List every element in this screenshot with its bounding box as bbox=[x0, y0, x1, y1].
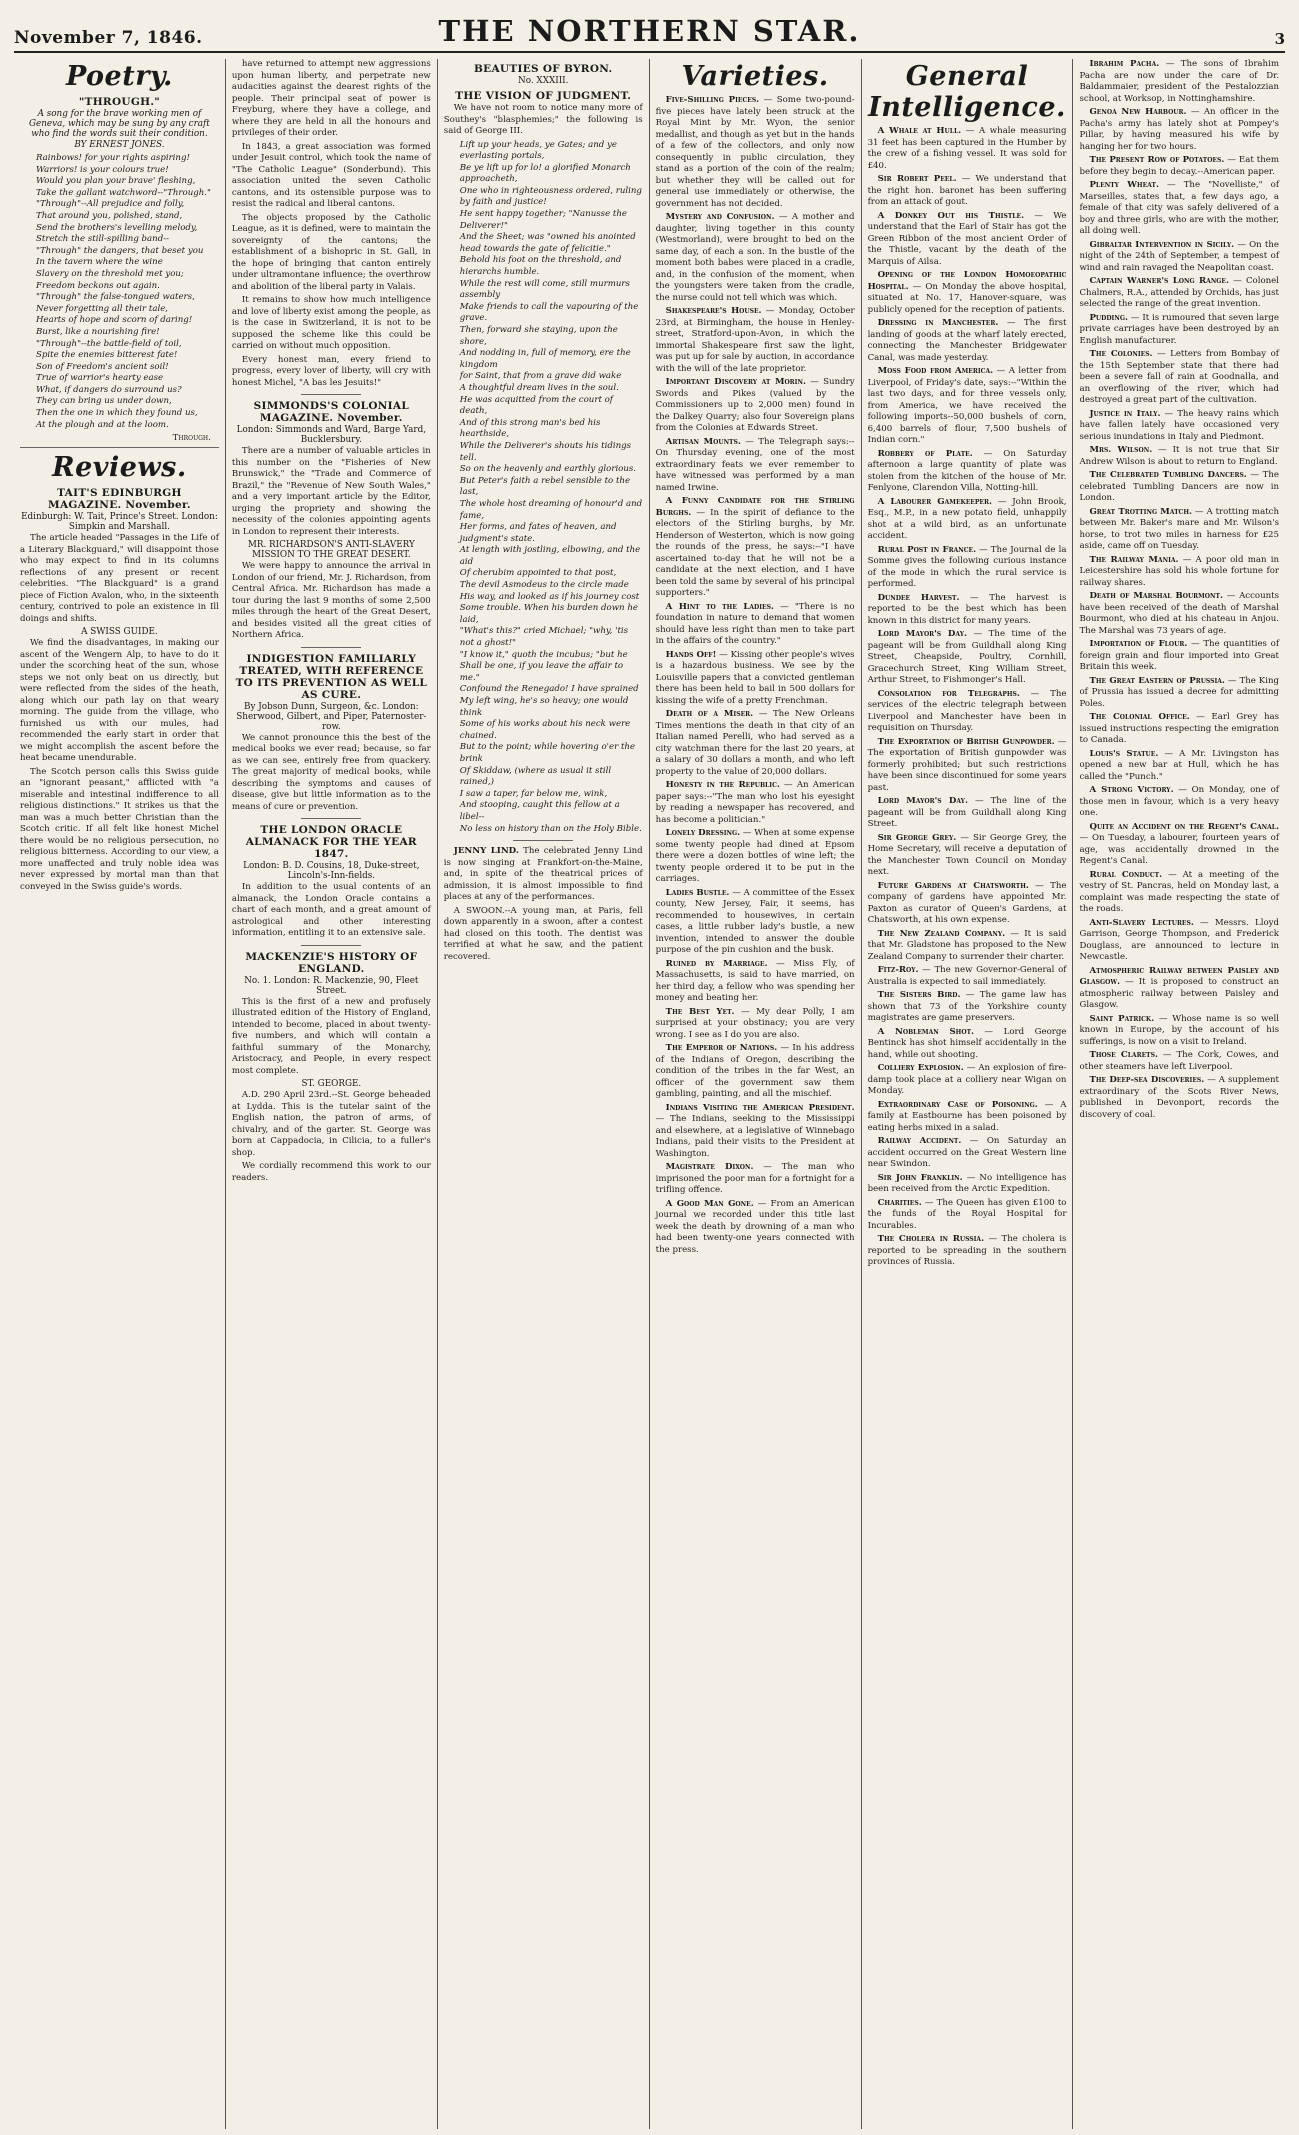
news-item: The Great Eastern of Prussia. — The King of Prussia has issued a decree for admitting Poles. bbox=[1079, 675, 1279, 709]
intelligence-list-continued bbox=[1079, 59, 1279, 1121]
news-item: Death of Marshal Bourmont. — Accounts have been received of the death of Marshal Bourmont, who died at his chateau in Anjou. The Marshal was 73 years of age. bbox=[1079, 591, 1280, 636]
news-item-text: The Journal de la Somme gives the following curious instance of the mode in which the rural service is performed. bbox=[867, 544, 1067, 589]
news-item-text: The harvest is reported to be the best which has been known in this district for many years. bbox=[867, 592, 1067, 626]
news-item: The Emperor of Nations. — In his address of the Indians of Oregon, describing the condition of the tribes in the far West, an officer of the government saw them gambling, painting, and all the mischief. bbox=[655, 1043, 855, 1099]
news-item-text: From an American journal we recorded under this title last week the death by drowning of a man who had been twenty-one years connected with the press. bbox=[655, 1198, 855, 1255]
divider bbox=[301, 818, 361, 819]
article-text: This is the first of a new and profusely illustrated edition of the History of England, intended to become, placed in about twenty-five numbers, and which will contain a faithful summary of the Monarchy, Aristocracy, and People, in every respect most complete. bbox=[231, 996, 431, 1076]
news-item-title: A Donkey Out his Thistle. bbox=[877, 210, 1025, 221]
news-item-text: A Mr. Livingston has opened a new bar at Hull, which he has called the "Punch." bbox=[1079, 748, 1279, 782]
news-item: Five-Shilling Pieces. — Some two-pound-five pieces have lately been struck at the Royal Mint by Mr. Wyon, the senior medallist, and though as yet but in the hands of a few of the collectors, and only now consequently in public circulation, they stand as a portion of the coin of the realm; but whether they will be called out for general use immediately or otherwise, the government has not decided. bbox=[655, 95, 855, 209]
feature-subtitle: THE VISION OF JUDGMENT. bbox=[455, 90, 632, 102]
news-item-title: Colliery Explosion. bbox=[877, 1063, 964, 1073]
news-item-title: Lord Mayor's Day. bbox=[877, 629, 968, 639]
news-item: Rural Conduct. — At a meeting of the vestry of St. Pancras, held on Monday last, a complaint was made respecting the state of the roads. bbox=[1079, 869, 1280, 914]
news-item-title: The Railway Mania. bbox=[1089, 554, 1179, 565]
news-item: Artisan Mounts. — The Telegraph says:--On Thursday evening, one of the most extraordinary feats we ever remember to have witnessed was performed by a man named Irwine. bbox=[655, 436, 855, 493]
news-item-title: Shakespeare's House. bbox=[665, 306, 762, 316]
news-item-title: Fitz-Roy. bbox=[877, 965, 919, 975]
divider bbox=[301, 647, 361, 648]
poem-title: "THROUGH." bbox=[78, 96, 161, 108]
news-item: Ruined by Marriage. — Miss Fly, of Massachusetts, is said to have married, on her third day, a fellow who was spending her money and beating her. bbox=[655, 958, 855, 1003]
news-item: A Hint to the Ladies. — "There is no foundation in nature to demand that women should have less right than men to take part in the affairs of the country." bbox=[655, 601, 855, 646]
news-item: Rural Post in France. — The Journal de la Somme gives the following curious instance of the mode in which the rural service is performed. bbox=[867, 544, 1067, 589]
news-item: Extraordinary Case of Poisoning. — A family at Eastbourne has been poisoned by eating herbs mixed in a salad. bbox=[867, 1099, 1067, 1133]
news-item-text: Eat them before they begin to decay.--American paper. bbox=[1079, 155, 1279, 177]
news-item: Quite an Accident on the Regent's Canal. — On Tuesday, a labourer, fourteen years of age, was accidentally drowned in the Regent's Canal. bbox=[1079, 821, 1279, 866]
news-item-text: When at some expense some twenty people had dined at Epsom there were a dozen bottles of wine left; the twenty people ordered it to be put in the carriages. bbox=[655, 828, 855, 884]
news-item-text: At a meeting of the vestry of St. Pancras, held on Monday last, a complaint was made respecting the state of the roads. bbox=[1079, 869, 1280, 914]
news-item-title: The Deep-sea Discoveries. bbox=[1089, 1075, 1205, 1085]
news-item: A Nobleman Shot. — Lord George Bentinck has shot himself accidentally in the hand, while out shooting. bbox=[867, 1026, 1067, 1060]
news-item-title: Atmospheric Railway between Paisley and Glasgow. bbox=[1079, 965, 1279, 987]
news-item-title: The Exportation of British Gunpowder. bbox=[877, 736, 1055, 747]
news-item-text: The quantities of foreign grain and flour imported into Great Britain this week. bbox=[1079, 639, 1279, 672]
news-item-title: The Celebrated Tumbling Dancers. bbox=[1089, 470, 1247, 480]
news-item: The Present Row of Potatoes. — Eat them before they begin to decay.--American paper. bbox=[1079, 155, 1279, 177]
columns bbox=[14, 59, 1285, 2129]
news-item: Robbery of Plate. — On Saturday afternoon a large quantity of plate was stolen from the kitchen of the house of Mr. Fenlyone, Clarendon Villa, Notting-hill. bbox=[867, 448, 1067, 493]
news-item: Ladies Bustle. — A committee of the Essex county, New Jersey, Fair, it seems, has recommended to housewives, in certain cases, a little rubber lady's bustle, a new invention, intended to answer the double purpose of the pin cushion and the busk. bbox=[655, 887, 855, 955]
news-item-text: The cholera is reported to be spreading in the southern provinces of Russia. bbox=[867, 1234, 1067, 1267]
news-item bbox=[444, 846, 643, 904]
news-item: Honesty in the Republic. — An American paper says:--"The man who lost his eyesight by reading a newspaper has recovered, and has become a politician." bbox=[655, 780, 855, 825]
news-item: Lord Mayor's Day. — The line of the pageant will be from Guildhall along King Street. bbox=[867, 796, 1067, 829]
news-item-title: Future Gardens at Chatsworth. bbox=[877, 880, 1029, 891]
news-item: Sir John Franklin. — No intelligence has been received from the Arctic Expedition. bbox=[867, 1172, 1067, 1194]
news-item: Future Gardens at Chatsworth. — The company of gardens have appointed Mr. Paxton as curator of Queen's Gardens, at Chatsworth, at his own expense. bbox=[867, 880, 1067, 925]
article-text: In 1843, a great association was formed under Jesuit control, which took the name of "The Catholic League" (Sonderbund). This association united the seven Catholic cantons, and its ostensible purpose was to resist the radical and liberal cantons. bbox=[231, 141, 431, 209]
news-item: Mystery and Confusion. — A mother and daughter, living together in this county (Westmorland), were brought to bed on the same day, of each a son. In the bustle of the moment both babes were placed in a cradle, and, in the confusion of the moment, when the youngsters were taken from the cradle, the nurse could not tell which was which. bbox=[655, 212, 855, 303]
news-item: Opening of the London Homoeopathic Hospital. — On Monday the above hospital, situated at No. 17, Hanover-square, was publicly opened for the reception of patients. bbox=[867, 270, 1067, 315]
poem-signoff: Through. bbox=[172, 433, 211, 444]
article-text: In addition to the usual contents of an almanack, the London Oracle contains a chart of each month, and a great amount of astrological and other interesting information, entitling it to an extensive sale. bbox=[231, 882, 431, 938]
news-item-text: The company of gardens have appointed Mr. Paxton as curator of Queen's Gardens, at Chatsworth, at his own expense. bbox=[867, 880, 1067, 925]
article-text: We have not room to notice many more of Southey's "blasphemies;" the following is said of George III. bbox=[443, 103, 643, 136]
column-2 bbox=[226, 59, 438, 2129]
news-item: Charities. — The Queen has given £100 to the funds of the Royal Hospital for Incurables. bbox=[867, 1197, 1067, 1231]
news-item-text: Colonel Chalmers, R.A., attended by Orchids, has just selected the range of the great invention. bbox=[1079, 276, 1279, 309]
news-item-text: It is said that Mr. Gladstone has proposed to the New Zealand Company to surrender their charter. bbox=[867, 928, 1067, 962]
news-item-text: A letter from Liverpool, of Friday's date, says:--"Within the last two days, and for three vessels only, from America, we have received the following imports--50,000 bushels of corn, 6,400 barrels of flour, 7,500 bushels of Indian corn." bbox=[867, 366, 1067, 445]
feature-number: No. XXXIII. bbox=[518, 76, 569, 86]
news-item-title: JENNY LIND. bbox=[453, 846, 519, 857]
divider bbox=[301, 394, 361, 395]
news-item-text: Letters from Bombay of the 15th September state that there had been a severe fall of rain at Goodnalla, and an overflowing of the river, which had destroyed a great part of the cultivation. bbox=[1079, 349, 1279, 405]
news-item-text: "There is no foundation in nature to demand that women should have less right than men to take part in the affairs of the country." bbox=[655, 601, 855, 646]
news-item: Indians Visiting the American President. — The Indians, seeking to the Mississippi and elsewhere, at a legislative of Winnebago Indians, paid their visits to the President at Washington. bbox=[655, 1102, 855, 1159]
news-item-title: The Present Row of Potatoes. bbox=[1089, 155, 1225, 165]
article-text: We were happy to announce the arrival in London of our friend, Mr. J. Richardson, from Central Africa. Mr. Richardson has made a tour during the last 9 months of some 2,500 miles through the heart of the Great Desert, and besides visited all the great cities of Northern Africa. bbox=[231, 561, 431, 640]
article-text: A.D. 290 April 23rd.--St. George beheaded at Lydda. This is the tutelar saint of the English nation, the patron of arms, of chivalry, and of the garter. St. George was born at Cappadocia, in Cilicia, to a fuller's shop. bbox=[231, 1090, 431, 1158]
column-4 bbox=[650, 59, 862, 2129]
news-item: Justice in Italy. — The heavy rains which have fallen lately have occasioned very serious inundations in Italy and Piedmont. bbox=[1079, 408, 1280, 442]
news-item: Ibrahim Pacha. — The sons of Ibrahim Pacha are now under the care of Dr. Baldammaier, president of the Pestalozzian school, at Worksop, in Nottinghamshire. bbox=[1079, 59, 1279, 104]
news-item-text: The Indians, seeking to the Mississippi and elsewhere, at a legislative of Winnebago Indians, paid their visits to the President at Washington. bbox=[655, 1114, 855, 1159]
news-item-text: The sons of Ibrahim Pacha are now under the care of Dr. Baldammaier, president of the Pestalozzian school, at Worksop, in Nottinghamshire. bbox=[1079, 59, 1279, 104]
news-item-text: The line of the pageant will be from Guildhall along King Street. bbox=[867, 796, 1067, 829]
news-item-text: On Monday, one of those men in favour, which is a very heavy one. bbox=[1079, 785, 1279, 818]
article-text: A SWOON.--A young man, at Paris, fell down apparently in a swoon, after a contest had closed on this tooth. The dentist was terrified at what he saw, and the patient recovered. bbox=[443, 905, 643, 962]
news-item: The Exportation of British Gunpowder. — The exportation of British gunpowder was formerly prohibited; but such restrictions have been since discontinued for some years past. bbox=[867, 736, 1067, 793]
masthead bbox=[14, 10, 1285, 53]
news-item-text: Kissing other people's wives is a hazardous business. We see by the Louisville papers that a convicted gentleman there has been held to bail in 500 dollars for kissing the wife of a pretty Frenchman. bbox=[655, 649, 855, 706]
news-item: The Cholera in Russia. — The cholera is reported to be spreading in the southern provinces of Russia. bbox=[867, 1234, 1067, 1267]
review-title: THE LONDON ORACLE ALMANACK FOR THE YEAR 1847. bbox=[245, 824, 417, 860]
news-item: Genoa New Harbour. — An officer in the Pacha's army has lately shot at Pompey's Pillar, by having measured his wife by hanging her for two hours. bbox=[1079, 107, 1280, 152]
news-item-title: Dundee Harvest. bbox=[877, 592, 960, 603]
review-title: SIMMONDS'S COLONIAL MAGAZINE. November. bbox=[253, 400, 410, 424]
news-item-title: Sir George Grey. bbox=[877, 832, 957, 843]
news-item-text: Sundry Swords and Pikes (valued by the Commissioners up to 2,000 men) found in the Dalkey Quarry; also four Sovereign plans from the Colonies at Edwards Street. bbox=[655, 377, 855, 433]
news-item: Atmospheric Railway between Paisley and Glasgow. — It is proposed to construct an atmospheric railway between Paisley and Glasgow. bbox=[1079, 965, 1279, 1010]
article-text: have returned to attempt new aggressions upon human liberty, and perpetrate new audacities against the dearest rights of the people. Their principal seat of power is Freyburg, where they have a college, and where they are held in all the honours and privileges of their order. bbox=[231, 59, 431, 138]
news-item: The Celebrated Tumbling Dancers. — The celebrated Tumbling Dancers are now in London. bbox=[1079, 470, 1279, 503]
news-item-title: Artisan Mounts. bbox=[665, 436, 741, 447]
news-item-text: Miss Fly, of Massachusetts, is said to have married, on her third day, a fellow who was spending her money and beating her. bbox=[655, 958, 855, 1003]
news-item-title: Important Discovery at Morin. bbox=[665, 377, 806, 387]
news-item: Anti-Slavery Lectures. — Messrs. Lloyd Garrison, George Thompson, and Frederick Douglass, are announced to lecture in Newcastle. bbox=[1079, 917, 1279, 962]
news-item-title: Sir John Franklin. bbox=[877, 1172, 963, 1183]
news-item-title: The Emperor of Nations. bbox=[665, 1043, 778, 1053]
article-text: We cordially recommend this work to our readers. bbox=[231, 1161, 431, 1183]
news-item-title: Charities. bbox=[877, 1197, 922, 1208]
news-item-title: Louis's Statue. bbox=[1089, 748, 1159, 759]
news-item-title: A Nobleman Shot. bbox=[877, 1026, 975, 1037]
news-item-text: The Telegraph says:--On Thursday evening, one of the most extraordinary feats we ever remember to have witnessed was performed by a man named Irwine. bbox=[655, 436, 855, 493]
news-item-title: The Colonial Office. bbox=[1089, 712, 1190, 722]
news-item-title: A Whale at Hull. bbox=[877, 126, 962, 136]
article-subhead: ST. GEORGE. bbox=[301, 1079, 362, 1089]
news-item-text: A supplement extraordinary of the Scots River News, published in Devonport, records the discovery of coal. bbox=[1079, 1075, 1279, 1120]
article-text: It remains to show how much intelligence and love of liberty exist among the people, as is the case in Switzerland, it is not to be supposed the scheme like this could be carried on without much opposition. bbox=[231, 295, 431, 351]
news-item-title: Magistrate Dixon. bbox=[665, 1162, 754, 1172]
news-item: A Good Man Gone. — From an American journal we recorded under this title last week the death by drowning of a man who had been twenty-one years connected with the press. bbox=[655, 1198, 855, 1255]
article-text: The objects proposed by the Catholic League, as it is defined, were to maintain the sovereignty of the cantons; the establishment of a bishopric in St. Gall, in the hope of bringing that canton entirely under ultramontane influence; the overthrow and abolition of the liberal party in Valais. bbox=[231, 212, 431, 292]
news-item-text: Messrs. Lloyd Garrison, George Thompson, and Frederick Douglass, are announced to lecture in Newcastle. bbox=[1079, 917, 1279, 962]
news-item-text: Earl Grey has issued instructions respecting the emigration to Canada. bbox=[1079, 712, 1280, 745]
news-item: Dressing in Manchester. — The first landing of goods at the wharf lately erected, connecting the Manchester Bridgewater Canal, was made yesterday. bbox=[867, 318, 1067, 363]
section-heading-poetry: Poetry. bbox=[65, 61, 173, 92]
article-text: We cannot pronounce this the best of the medical books we ever read; because, so far as we can see, entirely free from quackery. The great majority of medical books, while describing the symptoms and causes of disease, give but little information as to the means of cure or prevention. bbox=[231, 732, 431, 812]
news-item-text: It is not true that Sir Andrew Wilson is about to return to England. bbox=[1079, 445, 1279, 467]
news-item: Great Trotting Match. — A trotting match between Mr. Baker's mare and Mr. Wilson's horse, to trot two miles in harness for £25 aside, came off on Tuesday. bbox=[1079, 506, 1280, 551]
news-item-title: Death of a Miser. bbox=[665, 709, 754, 719]
review-title: INDIGESTION FAMILIARLY TREATED, WITH REFERENCE TO ITS PREVENTION AS WELL AS CURE. bbox=[235, 652, 428, 701]
news-item-text: The heavy rains which have fallen lately have occasioned very serious inundations in Italy and Piedmont. bbox=[1079, 408, 1280, 442]
news-item-text: The "Novelliste," of Marseilles, states that, a few days ago, a female of that city was safely delivered of a boy and three girls, who are with the mother, all doing well. bbox=[1079, 180, 1279, 236]
article-text: Every honest man, every friend to progress, every lover of liberty, will cry with honest Michel, "A bas les Jesuits!" bbox=[231, 354, 431, 388]
news-item: A Strong Victory. — On Monday, one of those men in favour, which is a very heavy one. bbox=[1079, 785, 1279, 818]
news-item: Shakespeare's House. — Monday, October 23rd, at Birmingham, the house in Henley-street, Stratford-upon-Avon, in which the immortal Shakespeare first saw the light, was put up for sale by auction, in accordance with the will of the late proprietor. bbox=[655, 306, 855, 374]
review-title: TAIT'S EDINBURGH MAGAZINE. November. bbox=[48, 487, 191, 512]
news-item-title: Extraordinary Case of Poisoning. bbox=[877, 1099, 1038, 1110]
news-item-title: Rural Post in France. bbox=[877, 544, 977, 555]
news-item-text: On Saturday afternoon a large quantity of plate was stolen from the kitchen of the house of Mr. Fenlyone, Clarendon Villa, Notting-hill. bbox=[867, 448, 1067, 493]
news-item-title: A Strong Victory. bbox=[1089, 785, 1174, 795]
feature-title: BEAUTIES OF BYRON. bbox=[474, 63, 613, 75]
news-item-title: Dressing in Manchester. bbox=[877, 318, 999, 328]
news-item: The New Zealand Company. — It is said that Mr. Gladstone has proposed to the New Zealand Company to surrender their charter. bbox=[867, 928, 1067, 962]
varieties-list bbox=[656, 95, 855, 1256]
verse-text: Lift up your heads, ye Gates; and ye everlasting portals, Be ye lift up for lo! a glorified Monarch approacheth, One who in righteousness ordered, ruling by faith and justice! He sent happy together; "Nanusse the Deliverer!" And the Sheet; was "owned his anointed head towards the gate of felicitie." Behold his foot on the threshold, and hierarchs humble. While the rest will come, still murmurs assembly Make friends to call the vapouring of the grave. Then, forward she staying, upon the shore, And nodding in, full of memory, ere the kingdom for Saint, that from a grave did wake A thoughtful dream lives in the soul. He was acquitted from the court of death, And of this strong man's bed his hearthside, While the Deliverer's shouts his tidings tell. So on the heavenly and earthly glorious. But Peter's faith a rebel sensible to the last, The whole host dreaming of honour'd and fame, Her forms, and fates of heaven, and judgment's state. At length with jostling, elbowing, and the aid Of cherubim appointed to that post, The devil Asmodeus to the circle made His way, and looked as if his journey cost Some trouble. When his burden down he laid, "What's this?" cried Michael; "why, 'tis not a ghost!" "I know it," quoth the incubus; "but he Shall be one, if you leave the affair to me." Confound the Renegado! I have sprained My left wing, he's so heavy; one would think Some of his works about his neck were chained. But to the point; while hovering o'er the brink Of Skiddaw, (where as usual it still rained,) I saw a taper, far below me, wink, And stooping, caught this fellow at a libel-- No less on history than on the Holy Bible. bbox=[459, 139, 643, 834]
news-item-text: An officer in the Pacha's army has lately shot at Pompey's Pillar, by having measured his wife by hanging her for two hours. bbox=[1079, 107, 1280, 152]
news-item: Lord Mayor's Day. — The time of the pageant will be from Guildhall along King Street, Cheapside, Poultry, Cornhill, Gracechurch Street, King William Street, Arthur Street, to Fishmonger's Hall. bbox=[867, 629, 1067, 685]
news-item: A Labourer Gamekeeper. — John Brook, Esq., M.P., in a new potato field, unhappily shot at a wild bird, as an unfortunate accident. bbox=[867, 496, 1067, 541]
news-item-text: Whose name is so well known in Europe, by the account of his sufferings, is now on a visit to Ireland. bbox=[1079, 1013, 1280, 1047]
review-publisher: Edinburgh: W. Tait, Prince's Street. London: Simpkin and Marshall. bbox=[21, 512, 218, 533]
news-item-text: Lord George Bentinck has shot himself accidentally in the hand, while out shooting. bbox=[867, 1026, 1067, 1060]
review-publisher: By Jobson Dunn, Surgeon, &c. London: Sherwood, Gilbert, and Piper, Paternoster-row. bbox=[236, 701, 427, 732]
news-item-text: A family at Eastbourne has been poisoned by eating herbs mixed in a salad. bbox=[867, 1099, 1067, 1133]
news-item-title: Genoa New Harbour. bbox=[1089, 107, 1187, 117]
news-item: The Colonies. — Letters from Bombay of the 15th September state that there had been a severe fall of rain at Goodnalla, and an overflowing of the river, which had destroyed a great part of the cultivation. bbox=[1079, 349, 1279, 405]
news-item-title: Lonely Dressing. bbox=[665, 828, 741, 838]
news-item: Importation of Flour. — The quantities of foreign grain and flour imported into Great Britain this week. bbox=[1079, 639, 1279, 672]
news-item-title: The Sisters Bird. bbox=[877, 990, 961, 1000]
news-item-title: Plenty Wheat. bbox=[1089, 180, 1159, 190]
poem-intro: A song for the brave working men of Geneva, which may be sung by any craft who find the words suit their condition. bbox=[29, 109, 210, 139]
news-item: Gibraltar Intervention in Sicily. — On the night of the 24th of September, a tempest of wind and rain ravaged the Neapolitan coast. bbox=[1079, 239, 1279, 273]
news-item: Lonely Dressing. — When at some expense some twenty people had dined at Epsom there were a dozen bottles of wine left; the twenty people ordered it to be put in the carriages. bbox=[655, 828, 855, 884]
newspaper-title: THE NORTHERN STAR. bbox=[438, 14, 861, 48]
news-item-text: John Brook, Esq., M.P., in a new potato field, unhappily shot at a wild bird, as an unfortunate accident. bbox=[867, 496, 1067, 541]
news-item-text: The game law has shown that 73 of the Yorkshire county magistrates are game preservers. bbox=[867, 990, 1067, 1023]
news-item: Death of a Miser. — The New Orleans Times mentions the death in that city of an Italian named Perelli, who had served as a city watchman there for the last 20 years, at a salary of 30 dollars a month, and who left property to the value of 20,000 dollars. bbox=[655, 709, 855, 777]
news-item-text: The exportation of British gunpowder was formerly prohibited; but such restrictions have been since discontinued for some years past. bbox=[867, 748, 1067, 793]
news-item-title: Ruined by Marriage. bbox=[665, 958, 768, 969]
news-item-title: Those Clarets. bbox=[1089, 1050, 1158, 1060]
news-item-title: Mrs. Wilson. bbox=[1089, 445, 1153, 455]
divider bbox=[513, 840, 573, 841]
news-item-text: My dear Polly, I am surprised at your obstinacy; you are very wrong. I see as I do you are also. bbox=[655, 1006, 855, 1040]
issue-date: November 7, 1846. bbox=[14, 28, 203, 48]
news-item: Louis's Statue. — A Mr. Livingston has opened a new bar at Hull, which he has called the "Punch." bbox=[1079, 748, 1279, 782]
news-item: Consolation for Telegraphs. — The services of the electric telegraph between Liverpool and Manchester have been in requisition on Thursday. bbox=[867, 688, 1067, 733]
news-item-title: The Best Yet. bbox=[665, 1006, 735, 1017]
news-item-text: On Saturday an accident occurred on the Great Western line near Swindon. bbox=[867, 1136, 1067, 1169]
news-item-text: The King of Prussia has issued a decree for admitting Poles. bbox=[1079, 675, 1279, 709]
news-item: Hands Off! — Kissing other people's wives is a hazardous business. We see by the Louisville papers that a convicted gentleman there has been held to bail in 500 dollars for kissing the wife of a pretty Frenchman. bbox=[655, 649, 855, 706]
news-item-text: On Monday the above hospital, situated at No. 17, Hanover-square, was publicly opened for the reception of patients. bbox=[867, 281, 1067, 315]
news-item: The Deep-sea Discoveries. — A supplement extraordinary of the Scots River News, published in Devonport, records the discovery of coal. bbox=[1079, 1075, 1279, 1120]
column-6 bbox=[1073, 59, 1285, 2129]
news-item-title: Captain Warner's Long Range. bbox=[1089, 276, 1229, 286]
news-item-text: The celebrated Jenny Lind is now singing at Frankfort-on-the-Maine, and, in spite of the theatrical prices of admission, it is almost impossible to find places at any of the performances. bbox=[443, 846, 643, 903]
news-item-title: The Great Eastern of Prussia. bbox=[1089, 675, 1225, 686]
news-item: Those Clarets. — The Cork, Cowes, and other steamers have left Liverpool. bbox=[1079, 1050, 1279, 1072]
news-item: Sir George Grey. — Sir George Grey, the Home Secretary, will receive a deputation of the Manchester Town Council on Monday next. bbox=[867, 832, 1067, 877]
intelligence-list bbox=[868, 126, 1067, 1269]
news-item-text: We understand that the right hon. baronet has been suffering from an attack of gout. bbox=[867, 174, 1067, 207]
news-item-title: Justice in Italy. bbox=[1089, 408, 1161, 419]
news-item-text: A trotting match between Mr. Baker's mare and Mr. Wilson's horse, to trot two miles in harness for £25 aside, came off on Tuesday. bbox=[1079, 506, 1280, 551]
news-item-title: Gibraltar Intervention in Sicily. bbox=[1089, 239, 1235, 250]
review-publisher: London: Simmonds and Ward, Barge Yard, Bucklersbury. bbox=[236, 425, 427, 445]
article-subhead: MR. RICHARDSON'S ANTI-SLAVERY MISSION TO THE GREAT DESERT. bbox=[247, 540, 415, 560]
news-item-title: A Funny Candidate for the Stirling Burghs. bbox=[655, 496, 855, 518]
article-text: We find the disadvantages, in making our ascent of the Wengern Alp, to have to do it under the scorching heat of the sun, whose steps we not only beat on us directly, but were reflected from the sides of the heath, along which our path lay on that weary morning. The guide from the village, who furnished us with our mules, had recommended the early start in order that we might accomplish the ascent before the heat became unendurable. bbox=[20, 638, 219, 764]
news-item: Important Discovery at Morin. — Sundry Swords and Pikes (valued by the Commissioners up to 2,000 men) found in the Dalkey Quarry; also four Sovereign plans from the Colonies at Edwards Street. bbox=[655, 377, 855, 433]
news-item-text: In the spirit of defiance to the electors of the Stirling burghs, by Mr. Henderson of Westerton, which is now going the rounds of the press, he says:--"I have ascertained to-day that he will not be a candidate at the next election, and I have been told the same by several of his principal supporters." bbox=[655, 507, 855, 598]
news-item: The Best Yet. — My dear Polly, I am surprised at your obstinacy; you are very wrong. I see as I do you are also. bbox=[655, 1006, 855, 1040]
news-item: Mrs. Wilson. — It is not true that Sir Andrew Wilson is about to return to England. bbox=[1079, 445, 1279, 467]
news-item-title: Moss Food from America. bbox=[877, 366, 994, 376]
news-item-text: On the night of the 24th of September, a tempest of wind and rain ravaged the Neapolitan coast. bbox=[1079, 239, 1279, 273]
news-item-title: A Labourer Gamekeeper. bbox=[877, 496, 992, 507]
news-item: Sir Robert Peel. — We understand that the right hon. baronet has been suffering from an attack of gout. bbox=[867, 174, 1067, 207]
news-item: Magistrate Dixon. — The man who imprisoned the poor man for a fortnight for a trifling offence. bbox=[655, 1162, 855, 1195]
news-item-text: We understand that the Earl of Stair has got the Green Ribbon of the most ancient Order of the Thistle, vacant by the death of the Marquis of Ailsa. bbox=[867, 210, 1067, 267]
news-item: Colliery Explosion. — An explosion of fire-damp took place at a colliery near Wigan on Monday. bbox=[867, 1063, 1067, 1096]
news-item-title: Robbery of Plate. bbox=[877, 448, 973, 459]
poem-author: BY ERNEST JONES. bbox=[74, 140, 165, 150]
news-item: Railway Accident. — On Saturday an accident occurred on the Great Western line near Swindon. bbox=[867, 1136, 1067, 1169]
news-item-title: A Hint to the Ladies. bbox=[665, 601, 774, 612]
news-item: Fitz-Roy. — The new Governor-General of Australia is expected to sail immediately. bbox=[867, 965, 1067, 987]
column-3 bbox=[438, 59, 650, 2129]
news-item-text: The first landing of goods at the wharf lately erected, connecting the Manchester Bridgewater Canal, was made yesterday. bbox=[867, 318, 1067, 363]
news-item-title: Pudding. bbox=[1089, 312, 1128, 323]
news-item: Dundee Harvest. — The harvest is reported to be the best which has been known in this district for many years. bbox=[867, 592, 1067, 626]
section-heading-reviews: Reviews. bbox=[52, 452, 187, 484]
news-item-title: Anti-Slavery Lectures. bbox=[1089, 917, 1194, 928]
news-item: Plenty Wheat. — The "Novelliste," of Marseilles, states that, a few days ago, a female of that city was safely delivered of a boy and three girls, who are with the mother, all doing well. bbox=[1079, 180, 1279, 236]
news-item: Saint Patrick. — Whose name is so well known in Europe, by the account of his sufferings, is now on a visit to Ireland. bbox=[1079, 1013, 1280, 1047]
news-item: The Railway Mania. — A poor old man in Leicestershire has sold his whole fortune for railway shares. bbox=[1079, 554, 1280, 588]
poem-text: Rainbows! for your rights aspiring! Warriors! is your colours true! Would you plan your brave' fleshing, Take the gallant watchword--"Through." "Through"--All prejudice and folly, That around you, polished, stand, Send the brothers's levelling melody, Stretch the still-spilling band-- "Through" the dangers, that beset you In the tavern where the wine Slavery on the threshold met you; Freedom beckons out again. "Through" the false-tongued waters, Never forgetting all their tale, Hearts of hope and scorn of daring! Burst, like a nourishing fire! "Through"--the battle-field of toil, Spite the enemies bitterest fate! Son of Freedom's ancient soil! True of warrior's hearty ease What, if dangers do surround us? They can bring us under down, Then the one in which they found us, At the plough and at the loom. bbox=[36, 153, 211, 430]
news-item-title: Quite an Accident on the Regent's Canal. bbox=[1089, 821, 1279, 832]
review-publisher: No. 1. London: R. Mackenzie, 90, Fleet Street. bbox=[244, 975, 419, 996]
article-subhead: A SWISS GUIDE. bbox=[81, 627, 158, 638]
news-item-title: Death of Marshal Bourmont. bbox=[1089, 591, 1223, 601]
news-item-title: The Colonies. bbox=[1089, 349, 1153, 359]
news-item-title: Ladies Bustle. bbox=[665, 887, 730, 898]
news-item-title: The New Zealand Company. bbox=[877, 928, 1006, 939]
news-item-text: A committee of the Essex county, New Jersey, Fair, it seems, has recommended to housewives, in certain cases, a little rubber lady's bustle, a new invention, intended to answer the double purpose of the pin cushion and the busk. bbox=[655, 887, 855, 955]
section-heading-general-intelligence: General Intelligence. bbox=[868, 61, 1066, 123]
news-item-title: Hands Off! bbox=[665, 649, 717, 660]
news-item-text: The celebrated Tumbling Dancers are now in London. bbox=[1079, 470, 1279, 503]
review-title: MACKENZIE'S HISTORY OF ENGLAND. bbox=[245, 950, 418, 975]
divider bbox=[301, 945, 361, 946]
column-5 bbox=[862, 59, 1074, 2129]
column-1 bbox=[14, 59, 226, 2129]
news-item: The Sisters Bird. — The game law has shown that 73 of the Yorkshire county magistrates are game preservers. bbox=[867, 990, 1067, 1023]
page-number: 3 bbox=[1274, 30, 1285, 48]
news-item-text: A poor old man in Leicestershire has sold his whole fortune for railway shares. bbox=[1079, 554, 1280, 588]
news-item-text: The Cork, Cowes, and other steamers have left Liverpool. bbox=[1079, 1050, 1279, 1072]
news-item-text: The New Orleans Times mentions the death in that city of an Italian named Perelli, who had served as a city watchman there for the last 20 years, at a salary of 30 dollars a month, and who left property to the value of 20,000 dollars. bbox=[655, 709, 855, 777]
news-item-text: Monday, October 23rd, at Birmingham, the house in Henley-street, Stratford-upon-Avon, in which the immortal Shakespeare first saw the light, was put up for sale by auction, in accordance with the will of the late proprietor. bbox=[655, 306, 855, 374]
news-item-title: Ibrahim Pacha. bbox=[1089, 59, 1160, 69]
news-item-text: An American paper says:--"The man who lost his eyesight by reading a newspaper has recovered, and has become a politician." bbox=[655, 780, 855, 825]
news-item-title: Importation of Flour. bbox=[1089, 639, 1188, 649]
section-heading-varieties: Varieties. bbox=[681, 61, 829, 92]
news-item: A Funny Candidate for the Stirling Burghs. — In the spirit of defiance to the electors of the Stirling burghs, by Mr. Henderson of Westerton, which is now going the rounds of the press, he says:--"I have ascertained to-day that he will not be a candidate at the next election, and I have been told the same by several of his principal supporters." bbox=[655, 496, 855, 598]
news-item-text: Some two-pound-five pieces have lately been struck at the Royal Mint by Mr. Wyon, the senior medallist, and though as yet but in the hands of a few of the collectors, and only now consequently in public circulation, they stand as a portion of the coin of the realm; but whether they will be called out for general use immediately or otherwise, the government has not decided. bbox=[655, 95, 855, 209]
news-item-title: Rural Conduct. bbox=[1089, 869, 1163, 880]
news-item: Captain Warner's Long Range. — Colonel Chalmers, R.A., attended by Orchids, has just selected the range of the great invention. bbox=[1079, 276, 1279, 309]
article-text: There are a number of valuable articles in this number on the "Fisheries of New Brunswick," the "Trade and Commerce of Brazil," the "Revenue of New South Wales," and a very important article by the Editor, urging the propriety and showing the necessity of the colonies appointing agents in London to represent their interests. bbox=[231, 446, 431, 537]
news-item-title: Indians Visiting the American President. bbox=[665, 1102, 855, 1113]
news-item-text: The Queen has given £100 to the funds of the Royal Hospital for Incurables. bbox=[867, 1197, 1067, 1231]
news-item: Moss Food from America. — A letter from Liverpool, of Friday's date, says:--"Within the last two days, and for three vessels only, from America, we have received the following imports--50,000 bushels of corn, 6,400 barrels of flour, 7,500 bushels of Indian corn." bbox=[867, 366, 1067, 445]
news-item-title: Great Trotting Match. bbox=[1089, 506, 1192, 517]
news-item-title: Five-Shilling Pieces. bbox=[665, 95, 760, 105]
news-item-text: No intelligence has been received from the Arctic Expedition. bbox=[867, 1172, 1067, 1194]
news-item-text: It is proposed to construct an atmospheric railway between Paisley and Glasgow. bbox=[1079, 977, 1279, 1010]
divider bbox=[20, 447, 219, 448]
news-item-text: A mother and daughter, living together in this county (Westmorland), were brought to bed on the same day, of each a son. In the bustle of the moment both babes were placed in a cradle, and, in the confusion of the moment, when the youngsters were taken from the cradle, the nurse could not tell which was which. bbox=[655, 212, 855, 303]
news-item-title: Sir Robert Peel. bbox=[877, 174, 957, 184]
news-item-text: The time of the pageant will be from Guildhall along King Street, Cheapside, Poultry, Cornhill, Gracechurch Street, King William Street, Arthur Street, to Fishmonger's Hall. bbox=[867, 629, 1067, 685]
news-item-text: The services of the electric telegraph between Liverpool and Manchester have been in requisition on Thursday. bbox=[867, 688, 1067, 733]
news-item-title: Consolation for Telegraphs. bbox=[877, 688, 1020, 699]
news-item-text: In his address of the Indians of Oregon, describing the condition of the tribes in the far West, an officer of the government saw them gambling, painting, and all the mischief. bbox=[655, 1043, 855, 1099]
news-item-title: A Good Man Gone. bbox=[665, 1198, 754, 1209]
news-item-title: Opening of the London Homoeopathic Hospital. bbox=[867, 270, 1067, 292]
news-item-text: On Tuesday, a labourer, fourteen years of age, was accidentally drowned in the Regent's Canal. bbox=[1079, 833, 1279, 866]
news-item-text: A whale measuring 31 feet has been captured in the Humber by the crew of a fishing vessel. It was sold for £40. bbox=[867, 126, 1067, 171]
review-publisher: London: B. D. Cousins, 18, Duke-street, Lincoln's-Inn-fields. bbox=[243, 861, 420, 881]
news-item-text: It is rumoured that seven large private carriages have been destroyed by an English manufacturer. bbox=[1079, 312, 1279, 346]
news-item-title: Saint Patrick. bbox=[1089, 1013, 1155, 1024]
news-item: A Donkey Out his Thistle. — We understand that the Earl of Stair has got the Green Ribbon of the most ancient Order of the Thistle, vacant by the death of the Marquis of Ailsa. bbox=[867, 210, 1067, 267]
news-item-title: The Cholera in Russia. bbox=[877, 1234, 985, 1244]
news-item: The Colonial Office. — Earl Grey has issued instructions respecting the emigration to Canada. bbox=[1079, 712, 1280, 745]
news-item-title: Lord Mayor's Day. bbox=[877, 796, 968, 806]
news-item-text: An explosion of fire-damp took place at a colliery near Wigan on Monday. bbox=[867, 1063, 1067, 1096]
news-item-text: Sir George Grey, the Home Secretary, will receive a deputation of the Manchester Town Council on Monday next. bbox=[867, 832, 1067, 877]
article-text: The Scotch person calls this Swiss guide an "ignorant peasant," afflicted with "a miserable and intestinal indifference to all religious distinctions." It strikes us that the man was a much better Christian than the Scotch critic. If all felt like honest Michel there would be no religious persecution, no religious bitterness. According to our view, a more unaffected and truly noble idea was never expressed by mortal man than that conveyed in the Swiss guide's words. bbox=[20, 766, 219, 892]
news-item-title: Mystery and Confusion. bbox=[665, 212, 775, 222]
news-item-text: The new Governor-General of Australia is expected to sail immediately. bbox=[867, 965, 1067, 987]
article-text: The article headed "Passages in the Life of a Literary Blackguard," will disappoint those who may expect to find in its columns reflections of any present or recent celebrities. "The Blackguard" is a grand piece of Fiction Avalon, who, in the sixteenth century, contrived to pole an existence in Ill doings and shifts. bbox=[20, 533, 219, 624]
news-item: A Whale at Hull. — A whale measuring 31 feet has been captured in the Humber by the crew of a fishing vessel. It was sold for £40. bbox=[867, 126, 1067, 171]
news-item: Pudding. — It is rumoured that seven large private carriages have been destroyed by an English manufacturer. bbox=[1079, 312, 1279, 346]
news-item-title: Railway Accident. bbox=[877, 1136, 962, 1146]
news-item-text: Accounts have been received of the death of Marshal Bourmont, who died at his chateau in Anjou. The Marshal was 73 years of age. bbox=[1079, 591, 1280, 636]
news-item-text: The man who imprisoned the poor man for a fortnight for a trifling offence. bbox=[655, 1162, 855, 1195]
news-item-title: Honesty in the Republic. bbox=[665, 780, 780, 790]
